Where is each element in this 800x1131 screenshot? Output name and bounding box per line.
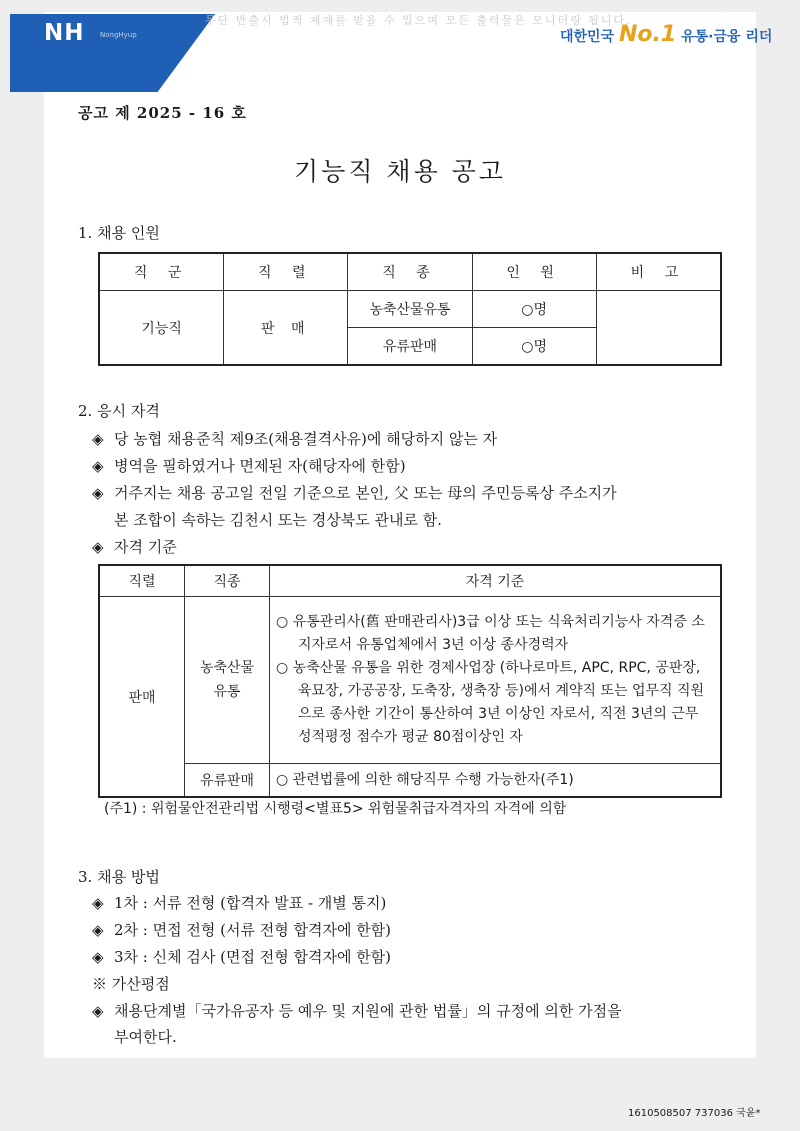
page-title: 기능직 채용 공고 (294, 157, 506, 186)
diamond-bullet-icon: ◈ (92, 894, 104, 912)
cell-criteria (270, 764, 722, 798)
cell-type: 농축산물유통 (348, 291, 472, 328)
watermark-text: 무단 반출시 법적 제재를 받을 수 있으며 모든 출력물은 모니터링 됩니다. (205, 14, 632, 26)
list-item: ◈ 3차 : 신체 검사 (면접 전형 합격자에 한함) (92, 948, 392, 966)
qualification-table (98, 564, 722, 798)
cell-count: ○명 (472, 291, 596, 328)
th-group: 직 군 (99, 253, 224, 291)
cell-series: 판 매 (224, 291, 348, 366)
slogan-pre: 대한민국 (560, 29, 615, 45)
diamond-bullet-icon: ◈ (92, 921, 104, 939)
cell-criteria (270, 597, 722, 764)
slogan (560, 22, 772, 47)
list-item: ◈ 당 농협 채용준칙 제9조(채용결격사유)에 해당하지 않는 자 (92, 430, 498, 448)
table-row (99, 291, 721, 328)
cell-count: ○명 (472, 328, 596, 366)
list-item-continuation: 본 조합이 속하는 김천시 또는 경상북도 관내로 함. (114, 511, 442, 529)
diamond-bullet-icon: ◈ (92, 430, 104, 448)
th-series: 직 렬 (224, 253, 348, 291)
section-3-heading: 3. 채용 방법 (78, 868, 160, 886)
list-item: ◈ 거주지는 채용 공고일 전일 기준으로 본인, 父 또는 母의 주민등록상 주소지가 (92, 484, 617, 502)
section-2-heading: 2. 응시 자격 (78, 402, 160, 420)
list-item: ◈ 2차 : 면접 전형 (서류 전형 합격자에 한함) (92, 921, 392, 939)
th-remark: 비 고 (596, 253, 721, 291)
th-type: 직종 (185, 565, 270, 597)
list-item-continuation: 부여한다. (114, 1028, 177, 1046)
cell-series: 판매 (99, 597, 185, 798)
list-item: ◈ 1차 : 서류 전형 (합격자 발표 - 개별 통지) (92, 894, 387, 912)
th-type: 직 종 (348, 253, 472, 291)
cell-type-line1: 농축산물 (199, 660, 255, 676)
diamond-bullet-icon: ◈ (92, 1002, 104, 1020)
footer-code: 1610508507 737036 국윤* (628, 1108, 761, 1119)
list-item: ◈ 병역을 필하였거나 면제된 자(해당자에 한함) (92, 457, 406, 475)
table-header-row (99, 253, 721, 291)
th-series: 직렬 (99, 565, 185, 597)
criteria-item: ○ 유통관리사(舊 판매관리사)3급 이상 또는 식육처리기능사 자격증 소지자로서 유통업체에서 3년 이상 종사경력자 (276, 614, 705, 653)
slogan-no1: No.1 (618, 22, 677, 47)
th-count: 인 원 (472, 253, 596, 291)
list-item: ◈ 채용단계별「국가유공자 등 예우 및 지원에 관한 법률」의 규정에 의한 가점을 (92, 1002, 622, 1020)
criteria-item: ○ 농축산물 유통을 위한 경제사업장 (하나로마트, APC, RPC, 공판장, 육묘장, 가공공장, 도축장, 생축장 등)에서 계약직 또는 업무직 직원으로 종사한 기간이 통산하여 3년 이상인 자로서, 직전 3년의 근무 성적평정 점수가 평균 80점이상인 자 (276, 660, 705, 745)
diamond-bullet-icon: ◈ (92, 538, 104, 556)
table-row (99, 597, 721, 764)
cell-remark (596, 291, 721, 366)
th-criteria: 자격 기준 (270, 565, 722, 597)
nh-logo: NH (44, 20, 85, 46)
extra-points-heading: ※ 가산평점 (92, 975, 170, 993)
notice-number: 공고 제 2025 - 16 호 (78, 104, 247, 122)
diamond-bullet-icon: ◈ (92, 457, 104, 475)
slogan-post: 유통·금융 리더 (681, 29, 773, 45)
table-header-row (99, 565, 721, 597)
diamond-bullet-icon: ◈ (92, 484, 104, 502)
cell-group: 기능직 (99, 291, 224, 366)
nh-logo-subtitle: NongHyup (100, 31, 137, 39)
cell-type: 유류판매 (185, 764, 270, 798)
list-item: ◈ 자격 기준 (92, 538, 177, 556)
recruit-count-table (98, 252, 722, 366)
cell-type-line2: 유통 (213, 684, 241, 700)
cell-type: 유류판매 (348, 328, 472, 366)
criteria-item: ○ 관련법률에 의한 해당직무 수행 가능한자(주1) (276, 771, 574, 788)
table-row (99, 764, 721, 798)
footnote: (주1) : 위험물안전관리법 시행령<별표5> 위험물취급자격자의 자격에 의함 (104, 801, 567, 817)
section-1-heading: 1. 채용 인원 (78, 224, 160, 242)
cell-type (185, 597, 270, 764)
diamond-bullet-icon: ◈ (92, 948, 104, 966)
